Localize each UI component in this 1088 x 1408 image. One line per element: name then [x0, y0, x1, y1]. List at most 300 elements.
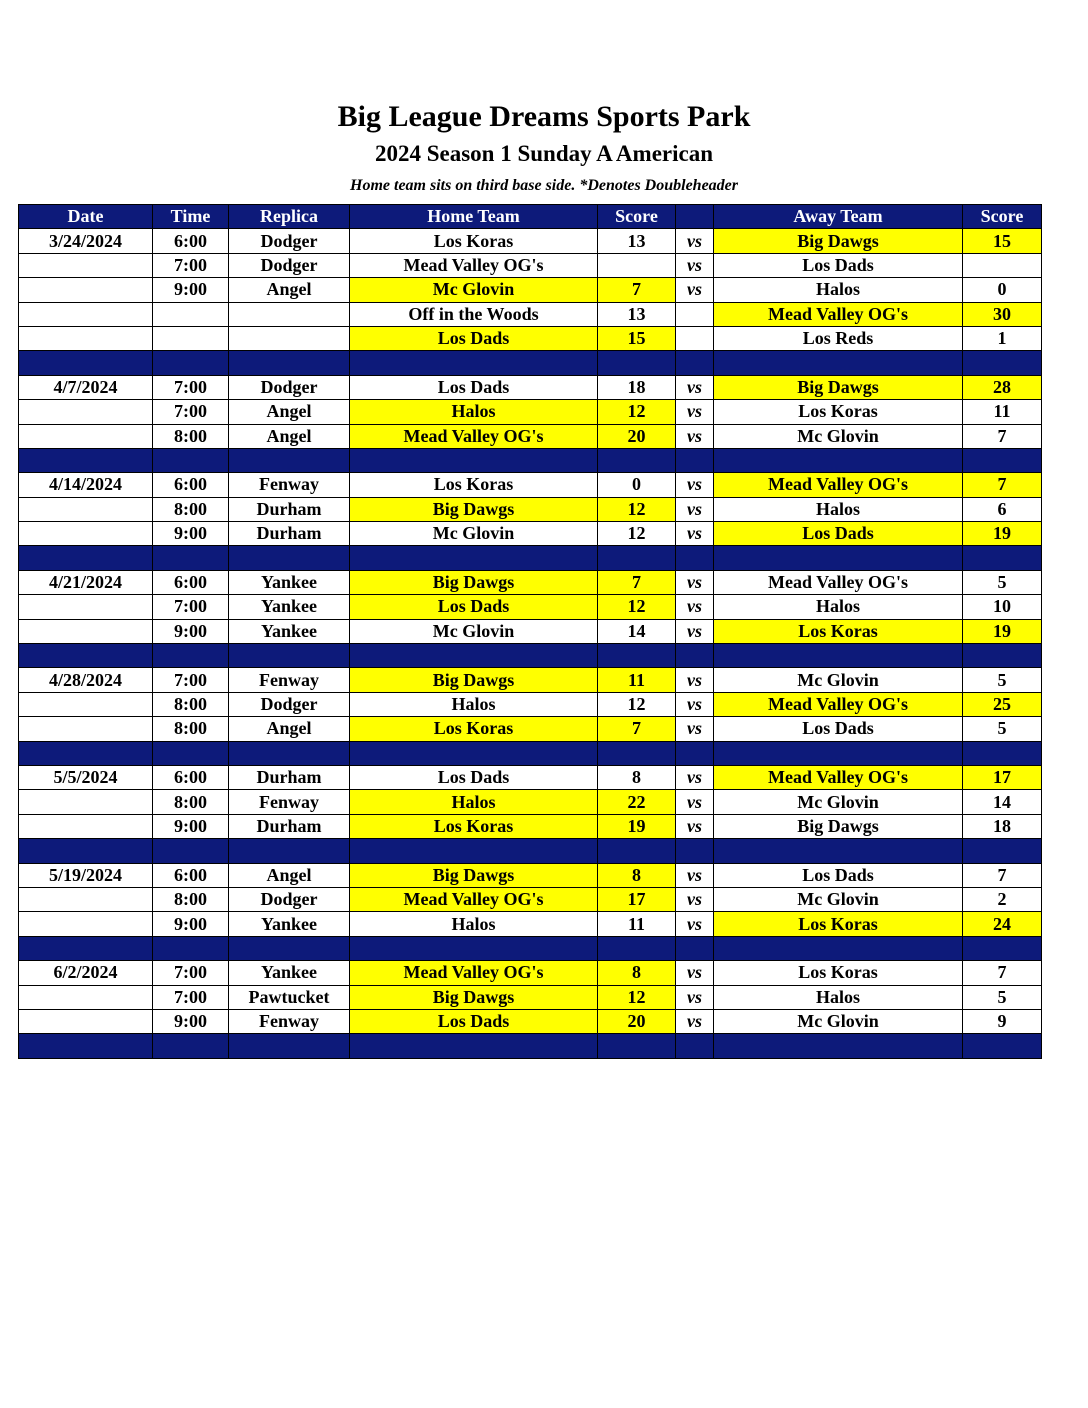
home-team-cell: Mead Valley OG's: [350, 961, 598, 985]
home-score-cell: 14: [598, 619, 676, 643]
time-cell: 8:00: [153, 717, 229, 741]
time-cell: 9:00: [153, 619, 229, 643]
away-team-cell: Mead Valley OG's: [714, 765, 963, 789]
time-cell: 7:00: [153, 985, 229, 1009]
away-team-cell: Mead Valley OG's: [714, 692, 963, 716]
table-row: [19, 473, 1042, 497]
separator-cell: [229, 546, 350, 570]
away-score-cell: 1: [963, 326, 1042, 350]
home-team-cell: Halos: [350, 790, 598, 814]
date-cell: [19, 522, 153, 546]
separator-cell: [153, 1034, 229, 1058]
separator-cell: [229, 936, 350, 960]
home-team-cell: Los Koras: [350, 814, 598, 838]
separator-cell: [676, 351, 714, 375]
vs-cell: vs: [676, 497, 714, 521]
table-row: [19, 375, 1042, 399]
week-separator-row: [19, 741, 1042, 765]
date-cell: [19, 887, 153, 911]
table-row: [19, 424, 1042, 448]
column-header: Home Team: [350, 205, 598, 229]
schedule-body: [19, 229, 1042, 1058]
home-team-cell: Big Dawgs: [350, 863, 598, 887]
away-score-cell: 14: [963, 790, 1042, 814]
separator-cell: [153, 546, 229, 570]
date-cell: 4/28/2024: [19, 668, 153, 692]
away-team-cell: Los Reds: [714, 326, 963, 350]
separator-cell: [714, 1034, 963, 1058]
away-team-cell: Big Dawgs: [714, 229, 963, 253]
separator-cell: [19, 741, 153, 765]
table-row: [19, 765, 1042, 789]
home-score-cell: 12: [598, 985, 676, 1009]
table-row: [19, 912, 1042, 936]
away-team-cell: Halos: [714, 497, 963, 521]
vs-cell: vs: [676, 522, 714, 546]
separator-cell: [598, 351, 676, 375]
home-team-cell: Halos: [350, 400, 598, 424]
away-team-cell: Mc Glovin: [714, 1009, 963, 1033]
separator-cell: [19, 1034, 153, 1058]
separator-cell: [153, 839, 229, 863]
table-row: [19, 668, 1042, 692]
home-score-cell: 7: [598, 570, 676, 594]
time-cell: 8:00: [153, 692, 229, 716]
home-score-cell: 17: [598, 887, 676, 911]
separator-cell: [229, 448, 350, 472]
date-cell: [19, 1009, 153, 1033]
away-team-cell: Los Dads: [714, 253, 963, 277]
home-score-cell: 11: [598, 668, 676, 692]
away-score-cell: 7: [963, 473, 1042, 497]
home-team-cell: Mc Glovin: [350, 522, 598, 546]
week-separator-row: [19, 448, 1042, 472]
separator-cell: [598, 839, 676, 863]
home-score-cell: 8: [598, 863, 676, 887]
field-cell: [229, 326, 350, 350]
table-row: [19, 253, 1042, 277]
home-score-cell: 15: [598, 326, 676, 350]
column-header: Replica: [229, 205, 350, 229]
date-cell: [19, 302, 153, 326]
time-cell: 9:00: [153, 522, 229, 546]
home-team-cell: Los Dads: [350, 765, 598, 789]
vs-cell: [676, 302, 714, 326]
table-row: [19, 229, 1042, 253]
separator-cell: [963, 1034, 1042, 1058]
away-team-cell: Halos: [714, 278, 963, 302]
table-row: [19, 692, 1042, 716]
separator-cell: [963, 644, 1042, 668]
away-team-cell: Mead Valley OG's: [714, 302, 963, 326]
table-row: [19, 619, 1042, 643]
home-score-cell: 13: [598, 302, 676, 326]
field-cell: Durham: [229, 497, 350, 521]
separator-cell: [229, 351, 350, 375]
vs-cell: vs: [676, 1009, 714, 1033]
time-cell: 7:00: [153, 375, 229, 399]
home-team-cell: Mc Glovin: [350, 619, 598, 643]
field-cell: Angel: [229, 863, 350, 887]
table-row: [19, 522, 1042, 546]
away-score-cell: 5: [963, 717, 1042, 741]
table-row: [19, 302, 1042, 326]
away-team-cell: Mead Valley OG's: [714, 473, 963, 497]
field-cell: Dodger: [229, 253, 350, 277]
separator-cell: [598, 644, 676, 668]
date-cell: [19, 326, 153, 350]
away-team-cell: Los Koras: [714, 400, 963, 424]
separator-cell: [229, 839, 350, 863]
date-cell: [19, 692, 153, 716]
home-team-cell: Los Dads: [350, 595, 598, 619]
home-team-cell: Halos: [350, 912, 598, 936]
separator-cell: [153, 644, 229, 668]
away-score-cell: 11: [963, 400, 1042, 424]
separator-cell: [714, 839, 963, 863]
week-separator-row: [19, 351, 1042, 375]
vs-cell: vs: [676, 692, 714, 716]
date-cell: [19, 400, 153, 424]
home-score-cell: [598, 253, 676, 277]
home-score-cell: 12: [598, 692, 676, 716]
away-score-cell: 10: [963, 595, 1042, 619]
date-cell: 6/2/2024: [19, 961, 153, 985]
home-score-cell: 12: [598, 595, 676, 619]
page-note: Home team sits on third base side. *Denotes Doubleheader: [350, 177, 738, 194]
vs-cell: vs: [676, 253, 714, 277]
vs-cell: vs: [676, 400, 714, 424]
home-team-cell: Mead Valley OG's: [350, 424, 598, 448]
home-score-cell: 11: [598, 912, 676, 936]
away-score-cell: 24: [963, 912, 1042, 936]
table-row: [19, 595, 1042, 619]
vs-cell: vs: [676, 619, 714, 643]
home-score-cell: 7: [598, 278, 676, 302]
away-team-cell: Halos: [714, 985, 963, 1009]
away-score-cell: 9: [963, 1009, 1042, 1033]
field-cell: Fenway: [229, 1009, 350, 1033]
field-cell: Dodger: [229, 229, 350, 253]
separator-cell: [229, 1034, 350, 1058]
date-cell: 5/5/2024: [19, 765, 153, 789]
vs-cell: vs: [676, 229, 714, 253]
field-cell: Angel: [229, 717, 350, 741]
vs-cell: vs: [676, 570, 714, 594]
date-cell: [19, 595, 153, 619]
time-cell: 9:00: [153, 814, 229, 838]
date-cell: 4/21/2024: [19, 570, 153, 594]
away-score-cell: 2: [963, 887, 1042, 911]
away-score-cell: 0: [963, 278, 1042, 302]
separator-cell: [963, 936, 1042, 960]
column-header: Away Team: [714, 205, 963, 229]
away-team-cell: Mc Glovin: [714, 424, 963, 448]
date-cell: [19, 278, 153, 302]
separator-cell: [714, 936, 963, 960]
date-cell: 4/7/2024: [19, 375, 153, 399]
separator-cell: [714, 644, 963, 668]
away-team-cell: Los Dads: [714, 863, 963, 887]
away-team-cell: Mc Glovin: [714, 668, 963, 692]
time-cell: 8:00: [153, 424, 229, 448]
time-cell: 6:00: [153, 765, 229, 789]
vs-cell: vs: [676, 424, 714, 448]
separator-cell: [350, 351, 598, 375]
date-cell: [19, 717, 153, 741]
date-cell: [19, 424, 153, 448]
separator-cell: [153, 741, 229, 765]
time-cell: 8:00: [153, 790, 229, 814]
away-team-cell: Big Dawgs: [714, 375, 963, 399]
separator-cell: [676, 644, 714, 668]
separator-cell: [19, 546, 153, 570]
table-row: [19, 814, 1042, 838]
away-team-cell: Los Dads: [714, 717, 963, 741]
field-cell: Dodger: [229, 887, 350, 911]
separator-cell: [598, 1034, 676, 1058]
table-row: [19, 570, 1042, 594]
home-score-cell: 7: [598, 717, 676, 741]
page-subtitle: 2024 Season 1 Sunday A American: [374, 141, 714, 166]
vs-cell: vs: [676, 765, 714, 789]
time-cell: 7:00: [153, 253, 229, 277]
home-score-cell: 12: [598, 522, 676, 546]
table-row: [19, 497, 1042, 521]
table-row: [19, 887, 1042, 911]
separator-cell: [598, 741, 676, 765]
separator-cell: [153, 448, 229, 472]
field-cell: Fenway: [229, 668, 350, 692]
table-row: [19, 863, 1042, 887]
time-cell: 6:00: [153, 473, 229, 497]
separator-cell: [19, 839, 153, 863]
separator-cell: [350, 936, 598, 960]
field-cell: Durham: [229, 814, 350, 838]
date-cell: 3/24/2024: [19, 229, 153, 253]
time-cell: 7:00: [153, 595, 229, 619]
field-cell: Dodger: [229, 375, 350, 399]
date-cell: 5/19/2024: [19, 863, 153, 887]
separator-cell: [963, 741, 1042, 765]
home-score-cell: 8: [598, 961, 676, 985]
separator-cell: [676, 546, 714, 570]
separator-cell: [598, 936, 676, 960]
table-row: [19, 326, 1042, 350]
away-score-cell: [963, 253, 1042, 277]
away-score-cell: 5: [963, 570, 1042, 594]
field-cell: Angel: [229, 278, 350, 302]
separator-cell: [714, 351, 963, 375]
date-cell: [19, 619, 153, 643]
home-team-cell: Los Koras: [350, 229, 598, 253]
separator-cell: [350, 448, 598, 472]
date-cell: [19, 912, 153, 936]
separator-cell: [19, 351, 153, 375]
table-row: [19, 961, 1042, 985]
column-header: Score: [598, 205, 676, 229]
date-cell: [19, 790, 153, 814]
separator-cell: [714, 546, 963, 570]
separator-cell: [714, 448, 963, 472]
home-team-cell: Mc Glovin: [350, 278, 598, 302]
week-separator-row: [19, 1034, 1042, 1058]
away-score-cell: 7: [963, 863, 1042, 887]
vs-cell: vs: [676, 790, 714, 814]
date-cell: [19, 985, 153, 1009]
separator-cell: [153, 936, 229, 960]
separator-cell: [350, 741, 598, 765]
away-score-cell: 17: [963, 765, 1042, 789]
away-team-cell: Big Dawgs: [714, 814, 963, 838]
home-team-cell: Big Dawgs: [350, 570, 598, 594]
table-row: [19, 717, 1042, 741]
vs-cell: vs: [676, 717, 714, 741]
away-score-cell: 18: [963, 814, 1042, 838]
week-separator-row: [19, 644, 1042, 668]
separator-cell: [229, 741, 350, 765]
table-row: [19, 400, 1042, 424]
home-score-cell: 19: [598, 814, 676, 838]
column-header: Score: [963, 205, 1042, 229]
table-row: [19, 1009, 1042, 1033]
away-score-cell: 25: [963, 692, 1042, 716]
home-team-cell: Los Dads: [350, 326, 598, 350]
date-cell: [19, 814, 153, 838]
time-cell: 9:00: [153, 912, 229, 936]
time-cell: 7:00: [153, 400, 229, 424]
column-header: [676, 205, 714, 229]
separator-cell: [598, 448, 676, 472]
separator-cell: [229, 644, 350, 668]
vs-cell: [676, 326, 714, 350]
home-team-cell: Mead Valley OG's: [350, 253, 598, 277]
separator-cell: [963, 448, 1042, 472]
time-cell: 7:00: [153, 668, 229, 692]
away-team-cell: Mc Glovin: [714, 790, 963, 814]
away-score-cell: 5: [963, 985, 1042, 1009]
column-header: Time: [153, 205, 229, 229]
field-cell: Yankee: [229, 619, 350, 643]
time-cell: 9:00: [153, 1009, 229, 1033]
separator-cell: [676, 1034, 714, 1058]
separator-cell: [19, 448, 153, 472]
date-cell: 4/14/2024: [19, 473, 153, 497]
home-team-cell: Los Dads: [350, 1009, 598, 1033]
table-row: [19, 790, 1042, 814]
home-team-cell: Big Dawgs: [350, 497, 598, 521]
home-team-cell: Los Dads: [350, 375, 598, 399]
away-score-cell: 15: [963, 229, 1042, 253]
away-team-cell: Los Koras: [714, 961, 963, 985]
table-row: [19, 985, 1042, 1009]
home-team-cell: Big Dawgs: [350, 985, 598, 1009]
away-score-cell: 5: [963, 668, 1042, 692]
separator-cell: [153, 351, 229, 375]
separator-cell: [350, 1034, 598, 1058]
home-team-cell: Los Koras: [350, 473, 598, 497]
home-score-cell: 12: [598, 400, 676, 424]
separator-cell: [963, 839, 1042, 863]
field-cell: Angel: [229, 400, 350, 424]
field-cell: Pawtucket: [229, 985, 350, 1009]
home-team-cell: Big Dawgs: [350, 668, 598, 692]
vs-cell: vs: [676, 961, 714, 985]
vs-cell: vs: [676, 278, 714, 302]
separator-cell: [350, 546, 598, 570]
away-team-cell: Los Dads: [714, 522, 963, 546]
week-separator-row: [19, 839, 1042, 863]
time-cell: 6:00: [153, 229, 229, 253]
separator-cell: [676, 839, 714, 863]
vs-cell: vs: [676, 814, 714, 838]
time-cell: [153, 302, 229, 326]
table-header-row: [19, 205, 1042, 229]
home-team-cell: Off in the Woods: [350, 302, 598, 326]
separator-cell: [676, 936, 714, 960]
home-score-cell: 20: [598, 1009, 676, 1033]
separator-cell: [598, 546, 676, 570]
away-team-cell: Los Koras: [714, 912, 963, 936]
field-cell: Fenway: [229, 790, 350, 814]
away-team-cell: Mc Glovin: [714, 887, 963, 911]
away-score-cell: 7: [963, 961, 1042, 985]
away-team-cell: Mead Valley OG's: [714, 570, 963, 594]
week-separator-row: [19, 936, 1042, 960]
away-score-cell: 19: [963, 619, 1042, 643]
home-score-cell: 22: [598, 790, 676, 814]
home-team-cell: Mead Valley OG's: [350, 887, 598, 911]
time-cell: 6:00: [153, 570, 229, 594]
home-score-cell: 8: [598, 765, 676, 789]
vs-cell: vs: [676, 375, 714, 399]
away-score-cell: 6: [963, 497, 1042, 521]
away-score-cell: 30: [963, 302, 1042, 326]
vs-cell: vs: [676, 473, 714, 497]
home-team-cell: Halos: [350, 692, 598, 716]
separator-cell: [19, 644, 153, 668]
time-cell: 6:00: [153, 863, 229, 887]
time-cell: 9:00: [153, 278, 229, 302]
table-row: [19, 278, 1042, 302]
home-score-cell: 12: [598, 497, 676, 521]
date-cell: [19, 497, 153, 521]
separator-cell: [350, 839, 598, 863]
column-header: Date: [19, 205, 153, 229]
separator-cell: [19, 936, 153, 960]
field-cell: Yankee: [229, 570, 350, 594]
page-title: Big League Dreams Sports Park: [337, 100, 751, 133]
home-score-cell: 13: [598, 229, 676, 253]
schedule-table: [18, 204, 1042, 1059]
away-team-cell: Halos: [714, 595, 963, 619]
vs-cell: vs: [676, 985, 714, 1009]
separator-cell: [676, 448, 714, 472]
away-team-cell: Los Koras: [714, 619, 963, 643]
week-separator-row: [19, 546, 1042, 570]
field-cell: Dodger: [229, 692, 350, 716]
field-cell: Angel: [229, 424, 350, 448]
home-score-cell: 18: [598, 375, 676, 399]
vs-cell: vs: [676, 863, 714, 887]
away-score-cell: 7: [963, 424, 1042, 448]
field-cell: Yankee: [229, 595, 350, 619]
separator-cell: [676, 741, 714, 765]
field-cell: Yankee: [229, 912, 350, 936]
time-cell: [153, 326, 229, 350]
separator-cell: [963, 546, 1042, 570]
separator-cell: [963, 351, 1042, 375]
